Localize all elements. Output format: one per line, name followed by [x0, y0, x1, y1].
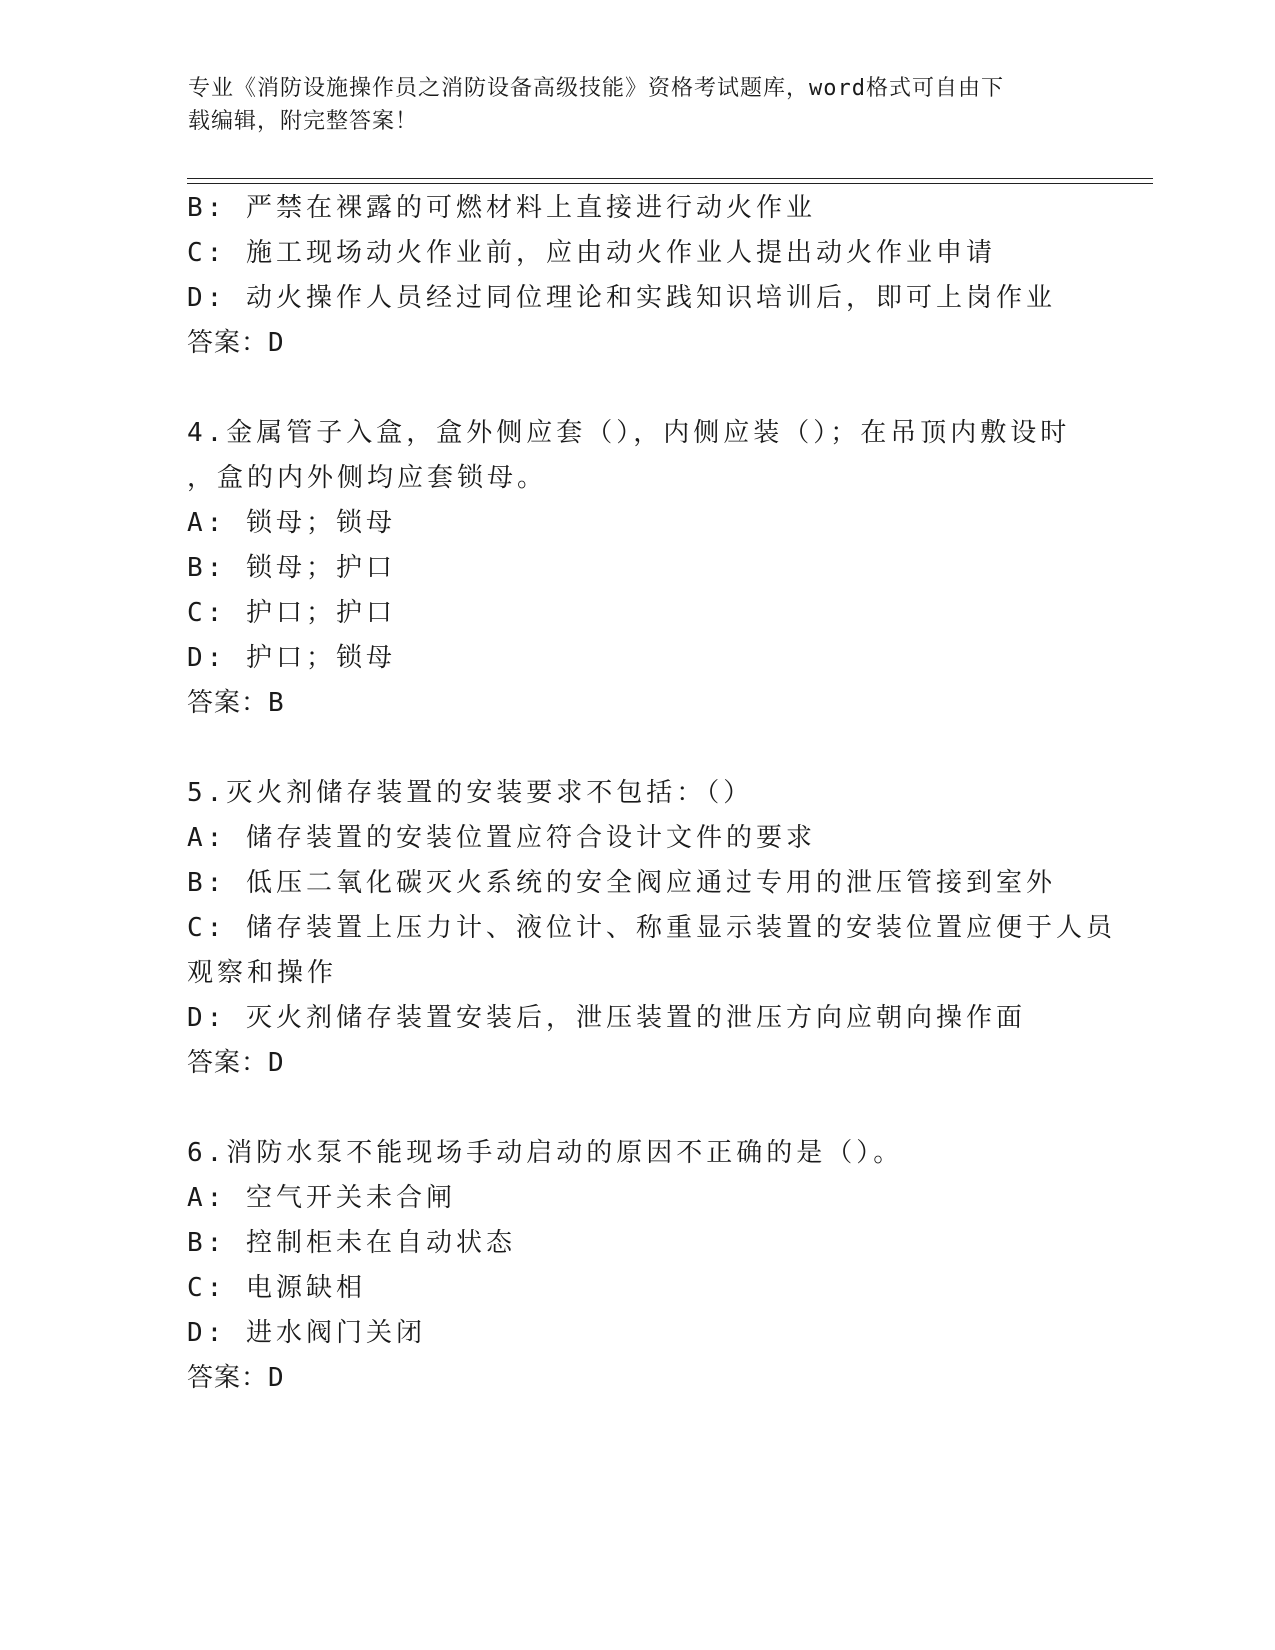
q5-option-c-line-2: 观察和操作 [187, 958, 338, 988]
q4-option-d: D: 护口；锁母 [187, 643, 396, 673]
q3-option-c: C: 施工现场动火作业前，应由动火作业人提出动火作业申请 [187, 238, 996, 268]
q3-option-d: D: 动火操作人员经过同位理论和实践知识培训后，即可上岗作业 [187, 283, 1056, 313]
q6-option-c: C: 电源缺相 [187, 1273, 366, 1303]
q4-answer: 答案：B [187, 688, 285, 718]
header-line-2: 载编辑，附完整答案！ [188, 109, 419, 134]
q6-answer: 答案：D [187, 1363, 285, 1393]
q5-option-c-line-1: C: 储存装置上压力计、液位计、称重显示装置的安装位置应便于人员 [187, 913, 1116, 943]
q4-stem-line-1: 4.金属管子入盒，盒外侧应套（），内侧应装（）；在吊顶内敷设时 [187, 418, 1071, 448]
q4-stem-line-2: ，盒的内外侧均应套锁母。 [187, 463, 548, 493]
q5-option-b: B: 低压二氧化碳灭火系统的安全阀应通过专用的泄压管接到室外 [187, 868, 1056, 898]
q3-option-b: B: 严禁在裸露的可燃材料上直接进行动火作业 [187, 193, 816, 223]
q5-option-d: D: 灭火剂储存装置安装后，泄压装置的泄压方向应朝向操作面 [187, 1003, 1026, 1033]
q6-stem: 6.消防水泵不能现场手动启动的原因不正确的是（）。 [187, 1138, 904, 1168]
q6-option-a: A: 空气开关未合闸 [187, 1183, 456, 1213]
q5-answer: 答案：D [187, 1048, 285, 1078]
q6-option-b: B: 控制柜未在自动状态 [187, 1228, 516, 1258]
q6-option-d: D: 进水阀门关闭 [187, 1318, 426, 1348]
q4-option-c: C: 护口；护口 [187, 598, 396, 628]
q4-option-a: A: 锁母；锁母 [187, 508, 396, 538]
header-divider-top [187, 178, 1153, 179]
q4-option-b: B: 锁母；护口 [187, 553, 396, 583]
q5-stem: 5.灭火剂储存装置的安装要求不包括：（） [187, 778, 754, 808]
q3-answer: 答案：D [187, 328, 285, 358]
document-header [188, 72, 1088, 138]
header-line-1: 专业《消防设施操作员之消防设备高级技能》资格考试题库，word格式可自由下 [188, 76, 1004, 101]
header-divider-bottom [187, 183, 1153, 184]
q5-option-a: A: 储存装置的安装位置应符合设计文件的要求 [187, 823, 816, 853]
